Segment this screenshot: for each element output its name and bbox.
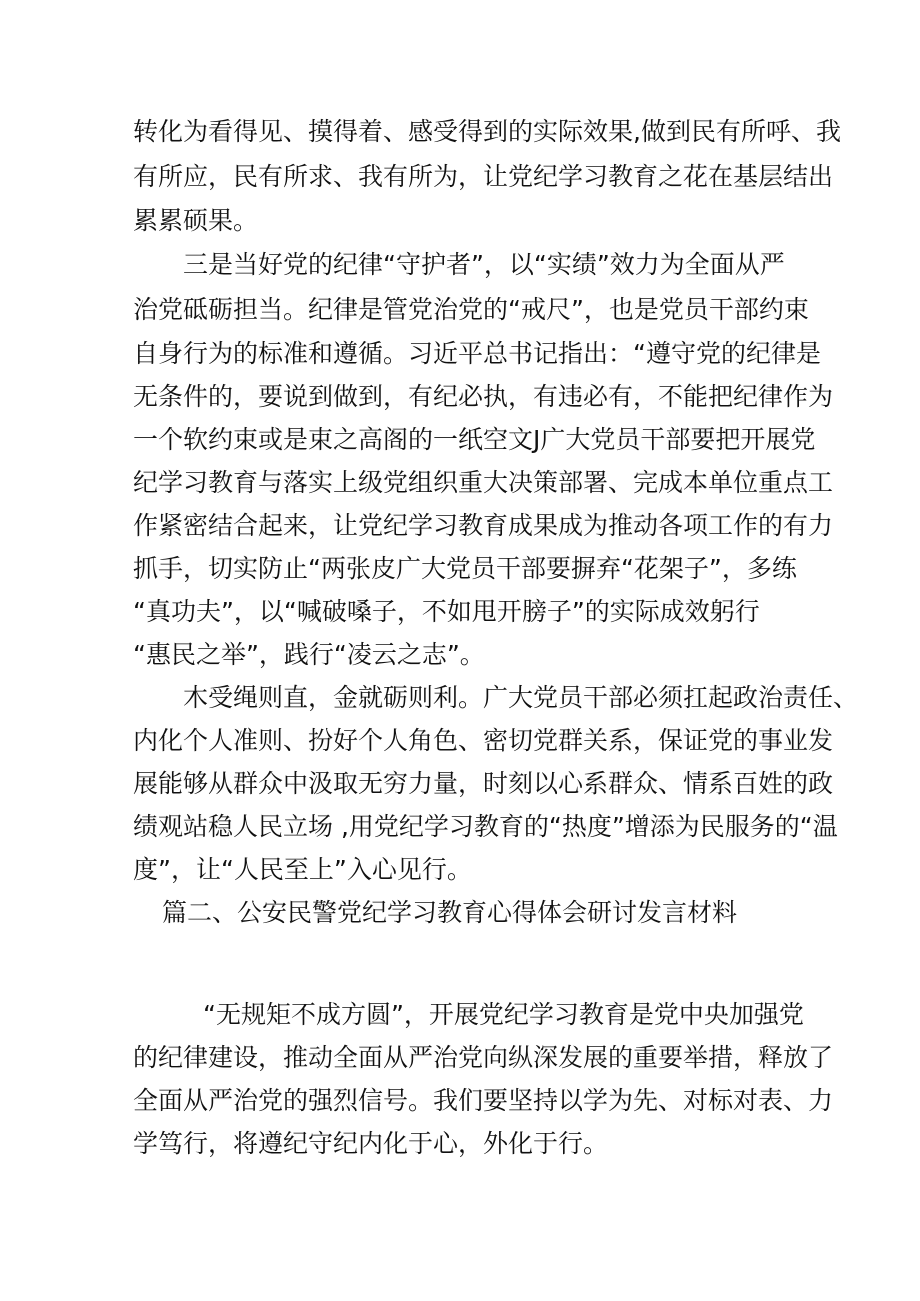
text-line: 展能够从群众中汲取无穷力量，时刻以心系群众、情系百姓的政 [133, 769, 834, 798]
section-heading: 篇二、公安民警党纪学习教育心得体会研讨发言材料 [162, 898, 738, 927]
text-line: 无条件的，要说到做到，有纪必执，有违必有，不能把纪律作为 [133, 382, 834, 411]
text-line: 全面从严治党的强烈信号。我们要坚持以学为先、对标对表、力 [133, 1086, 834, 1115]
text-line: 的纪律建设，推动全面从严治党向纵深发展的重要举措，释放了 [133, 1043, 834, 1072]
text-line: 木受绳则直，金就砺则利。广大党员干部必须扛起政治责任、 [183, 683, 859, 712]
text-line: 三是当好党的纪律“守护者”，以“实绩”效力为全面从严 [183, 250, 785, 279]
text-line: 学笃行，将遵纪守纪内化于心，外化于行。 [133, 1129, 609, 1158]
text-line: 内化个人准则、扮好个人角色、密切党群关系，保证党的事业发 [133, 726, 834, 755]
text-line: 抓手，切实防止“两张皮广大党员干部要摒弃“花架子”，多练 [133, 554, 797, 583]
text-line: 治党砥砺担当。纪律是管党治党的“戒尺”，也是党员干部约束 [133, 295, 809, 324]
text-line: “无规矩不成方圆”，开展党纪学习教育是党中央加强党 [203, 1000, 804, 1029]
text-line: 累累硕果。 [133, 206, 259, 235]
text-line: 转化为看得见、摸得着、感受得到的实际效果,做到民有所呼、我 [133, 117, 841, 146]
text-line: “真功夫”，以“喊破嗓子，不如甩开膀子”的实际成效躬行 [133, 597, 760, 626]
text-line: 作紧密结合起来，让党纪学习教育成果成为推动各项工作的有力 [133, 511, 834, 540]
text-line: 自身行为的标准和遵循。习近平总书记指出：“遵守党的纪律是 [133, 339, 821, 368]
text-line: 纪学习教育与落实上级党组织重大决策部署、完成本单位重点工 [133, 468, 834, 497]
text-line: “惠民之举”，践行“凌云之志”。 [133, 640, 485, 669]
text-line: 绩观站稳人民立场 ,用党纪学习教育的“热度”增添为民服务的“温 [133, 812, 838, 841]
text-line: 有所应，民有所求、我有所为，让党纪学习教育之花在基层结出 [133, 162, 834, 191]
text-line: 一个软约束或是束之高阁的一纸空文J广大党员干部要把开展党 [133, 425, 816, 454]
text-line: 度”，让“人民至上”入心见行。 [133, 855, 472, 884]
